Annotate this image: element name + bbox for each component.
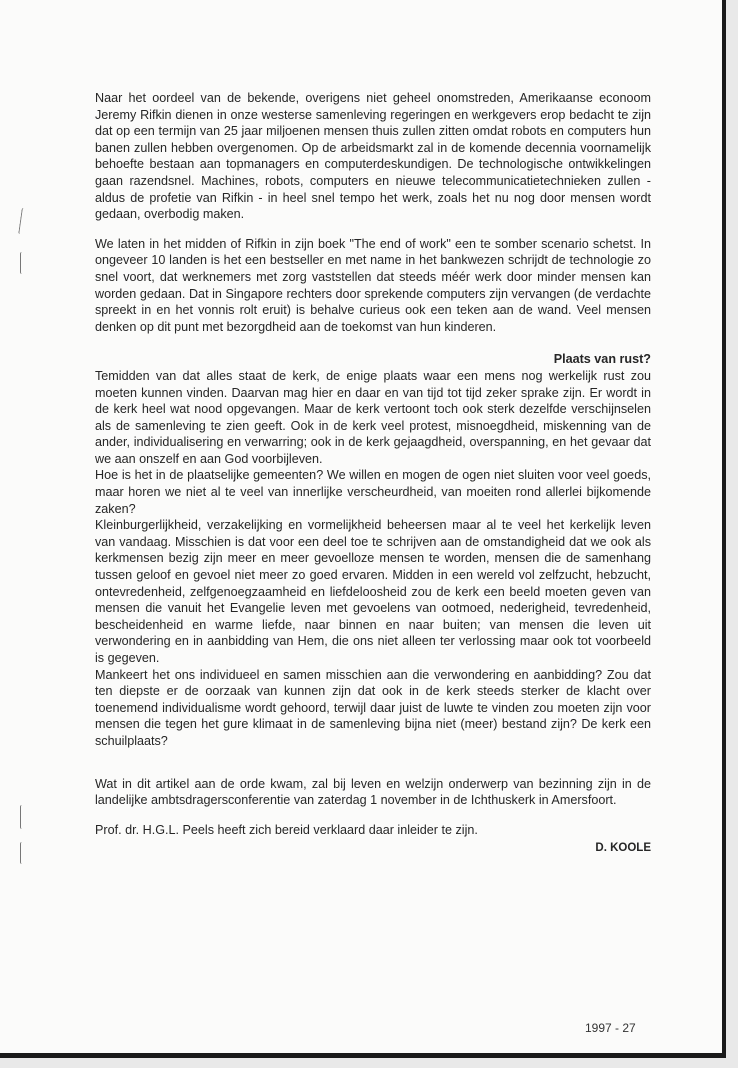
author-signature: D. KOOLE — [595, 842, 651, 855]
paragraph-petty-bourgeois: Kleinburgerlijkheid, verzakelijking en vormelijkheid beheersen maar al te veel het kerkelijk leven van vandaag. Misschien is dat voor een deel toe te schrijven aan de omstandigheid dat we ook als kerkmensen bezig zijn meer en meer gevoelloze mensen te worden, mensen die de samenhang tussen geloof en gevoel niet meer zo goed ervaren. Midden in een wereld vol zelfzucht, hebzucht, ontevredenheid, zelfgenoegzaamheid en liefdeloosheid zou de kerk een beeld moeten geven van mensen die vanuit het Evangelie leven met gevoelens van ootmoed, nederigheid, tevredenheid, bescheidenheid en warme liefde, naar binnen en naar buiten; van mensen die leven uit verwondering en in aanbidding van Hem, die ons niet alleen ter verlossing maar ook tot voorbeeld is gegeven. — [95, 518, 651, 665]
paragraph-conference: Wat in dit artikel aan de orde kwam, zal bij leven en welzijn onderwerp van bezinning zijn in de landelijke ambtsdragersconferentie van zaterdag 1 november in de Ichthuskerk in Amersfoort. — [95, 776, 651, 808]
paragraph-wonder-adoration: Mankeert het ons individueel en samen misschien aan die verwondering en aanbidding? Zou dat ten diepste er de oorzaak van kunnen zijn dat ook in de kerk steeds sterker de klacht over toenemend individualisme wordt gehoord, terwijl daar juist de luwte te vinden zou moeten zijn voor mensen die tegen het gure klimaat in de samenleving bijna niet (meer) bestand zijn? De kerk een schuilplaats? — [95, 667, 651, 748]
margin-mark — [18, 208, 28, 234]
margin-mark — [20, 805, 26, 829]
margin-mark — [20, 842, 26, 864]
paragraph-intro: Naar het oordeel van de bekende, overigens niet geheel onomstreden, Amerikaanse econoom Jeremy Rifkin dienen in onze westerse samenleving regeringen en werkgevers erop bedacht te zijn dat op een termijn van 25 jaar miljoenen mensen thuis zullen zitten omdat robots en computers hun banen zullen hebben overgenomen. Op de arbeidsmarkt zal in de komende decennia voornamelijk behoefte bestaan aan topmanagers en computerdeskundigen. De technologische ontwikkelingen gaan razendsnel. Machines, robots, computers en nieuwe telecommunicatietechnieken zullen - aldus de profetie van Rifkin - in heel snel tempo het werk, zoals het nu nog door mensen wordt gedaan, overbodig maken. — [95, 91, 651, 222]
section-heading: Plaats van rust? — [553, 352, 651, 367]
margin-mark — [20, 252, 26, 274]
paragraph-speaker: Prof. dr. H.G.L. Peels heeft zich bereid verklaard daar inleider te zijn. — [95, 822, 478, 837]
paragraph-rifkin-book: We laten in het midden of Rifkin in zijn boek "The end of work" een te somber scenario schetst. In ongeveer 10 landen is het een bestseller en met name in het bankwezen schrijdt de technologie zo snel voort, dat werknemers met zorg vaststellen dat steeds méér werk door minder mensen kan worden gedaan. Dat in Singapore rechters door sprekende computers zijn vervangen (de verdachte spreekt in en het vonnis rolt eruit) is behalve curieus ook een teken aan de wand. Veel mensen denken op dit punt met bezorgdheid aan de toekomst van hun kinderen. — [95, 236, 651, 334]
paragraph-local-congregations: Hoe is het in de plaatselijke gemeenten? We willen en mogen de ogen niet sluiten voor veel goeds, maar horen we niet al te veel van innerlijke verscheurdheid, van moeiten rond allerlei bijkomende zaken? — [95, 468, 651, 516]
article-body — [95, 90, 651, 857]
paragraph-church: Temidden van dat alles staat de kerk, de enige plaats waar een mens nog werkelijk rust zou moeten kunnen vinden. Daarvan mag hier en daar en van tijd tot tijd zeker sprake zijn. Er wordt in de kerk heel wat nood opgevangen. Maar de kerk vertoont toch ook sterk dezelfde verschijnselen als de samenleving te zien geeft. Ook in de kerk veel protest, misnoegdheid, miskenning van de ander, individualisering en verwarring; ook in de kerk gejaagdheid, overspanning, en het gevaar dat we aan onszelf en aan God voorbijleven. — [95, 368, 651, 466]
page-number: 1997 - 27 — [585, 1021, 636, 1035]
